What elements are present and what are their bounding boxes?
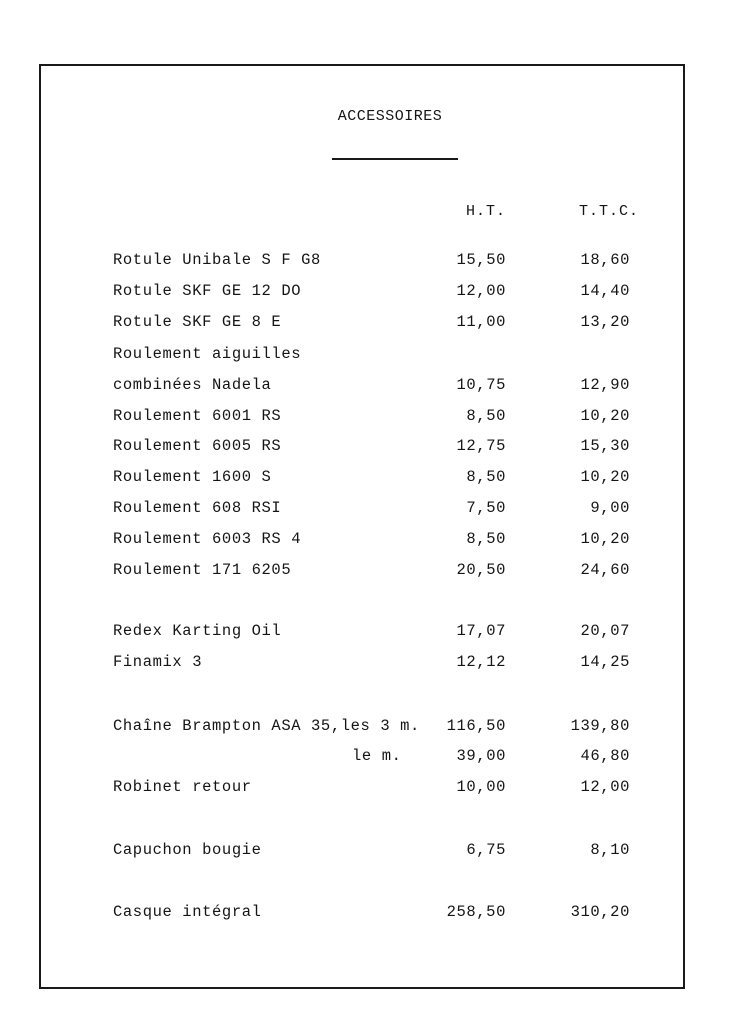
item-label: combinées Nadela bbox=[113, 376, 272, 394]
price-ht: 8,50 bbox=[466, 407, 506, 425]
price-row bbox=[0, 282, 735, 306]
price-row bbox=[0, 747, 735, 771]
column-header-ttc: T.T.C. bbox=[579, 203, 640, 220]
price-ht: 8,50 bbox=[466, 468, 506, 486]
price-row bbox=[0, 499, 735, 523]
price-row bbox=[0, 653, 735, 677]
item-label: Roulement 171 6205 bbox=[113, 561, 292, 579]
price-ttc: 12,90 bbox=[580, 376, 630, 394]
price-ttc: 12,00 bbox=[580, 778, 630, 796]
item-label: Roulement 6001 RS bbox=[113, 407, 282, 425]
price-row bbox=[0, 561, 735, 585]
price-row bbox=[0, 717, 735, 741]
price-ttc: 10,20 bbox=[580, 407, 630, 425]
price-ttc: 9,00 bbox=[590, 499, 630, 517]
price-ttc: 139,80 bbox=[570, 717, 630, 735]
price-ttc: 15,30 bbox=[580, 437, 630, 455]
item-label: Rotule SKF GE 8 E bbox=[113, 313, 282, 331]
item-label: Roulement 608 RSI bbox=[113, 499, 282, 517]
price-ht: 7,50 bbox=[466, 499, 506, 517]
price-ttc: 14,25 bbox=[580, 653, 630, 671]
item-label: Casque intégral bbox=[113, 903, 262, 921]
item-label: Redex Karting Oil bbox=[113, 622, 282, 640]
price-ht: 20,50 bbox=[456, 561, 506, 579]
price-row bbox=[0, 530, 735, 554]
item-label: Chaîne Brampton ASA 35,les 3 m. bbox=[113, 717, 420, 735]
item-label: Rotule SKF GE 12 DO bbox=[113, 282, 302, 300]
price-ttc: 10,20 bbox=[580, 530, 630, 548]
price-row bbox=[0, 468, 735, 492]
price-row bbox=[0, 251, 735, 275]
price-ttc: 18,60 bbox=[580, 251, 630, 269]
price-ttc: 20,07 bbox=[580, 622, 630, 640]
item-label: Rotule Unibale S F G8 bbox=[113, 251, 321, 269]
item-label: Capuchon bougie bbox=[113, 841, 262, 859]
price-ht: 39,00 bbox=[456, 747, 506, 765]
price-ht: 10,00 bbox=[456, 778, 506, 796]
price-row bbox=[0, 622, 735, 646]
page-title: ACCESSOIRES bbox=[337, 108, 443, 125]
price-ttc: 8,10 bbox=[590, 841, 630, 859]
price-ht: 116,50 bbox=[446, 717, 506, 735]
item-label: Robinet retour bbox=[113, 778, 252, 796]
column-header-ht: H.T. bbox=[466, 203, 507, 220]
price-ht: 258,50 bbox=[446, 903, 506, 921]
price-ht: 15,50 bbox=[456, 251, 506, 269]
price-ttc: 310,20 bbox=[570, 903, 630, 921]
price-ttc: 14,40 bbox=[580, 282, 630, 300]
price-ttc: 13,20 bbox=[580, 313, 630, 331]
price-ttc: 24,60 bbox=[580, 561, 630, 579]
price-ht: 12,75 bbox=[456, 437, 506, 455]
title-underline bbox=[332, 158, 458, 160]
item-label: Roulement 6005 RS bbox=[113, 437, 282, 455]
price-row bbox=[0, 778, 735, 802]
item-label: Finamix 3 bbox=[113, 653, 203, 671]
price-ht: 10,75 bbox=[456, 376, 506, 394]
price-ht: 6,75 bbox=[466, 841, 506, 859]
item-label: Roulement 6003 RS 4 bbox=[113, 530, 302, 548]
item-label: le m. bbox=[352, 747, 402, 765]
item-label: Roulement 1600 S bbox=[113, 468, 272, 486]
price-row bbox=[0, 407, 735, 431]
item-label: Roulement aiguilles bbox=[113, 345, 302, 363]
price-ttc: 46,80 bbox=[580, 747, 630, 765]
price-row bbox=[0, 345, 735, 369]
price-row bbox=[0, 841, 735, 865]
price-ht: 12,12 bbox=[456, 653, 506, 671]
price-row bbox=[0, 313, 735, 337]
price-ht: 12,00 bbox=[456, 282, 506, 300]
price-row bbox=[0, 437, 735, 461]
price-ht: 17,07 bbox=[456, 622, 506, 640]
price-ttc: 10,20 bbox=[580, 468, 630, 486]
price-ht: 8,50 bbox=[466, 530, 506, 548]
price-row bbox=[0, 376, 735, 400]
price-ht: 11,00 bbox=[456, 313, 506, 331]
price-row bbox=[0, 903, 735, 927]
